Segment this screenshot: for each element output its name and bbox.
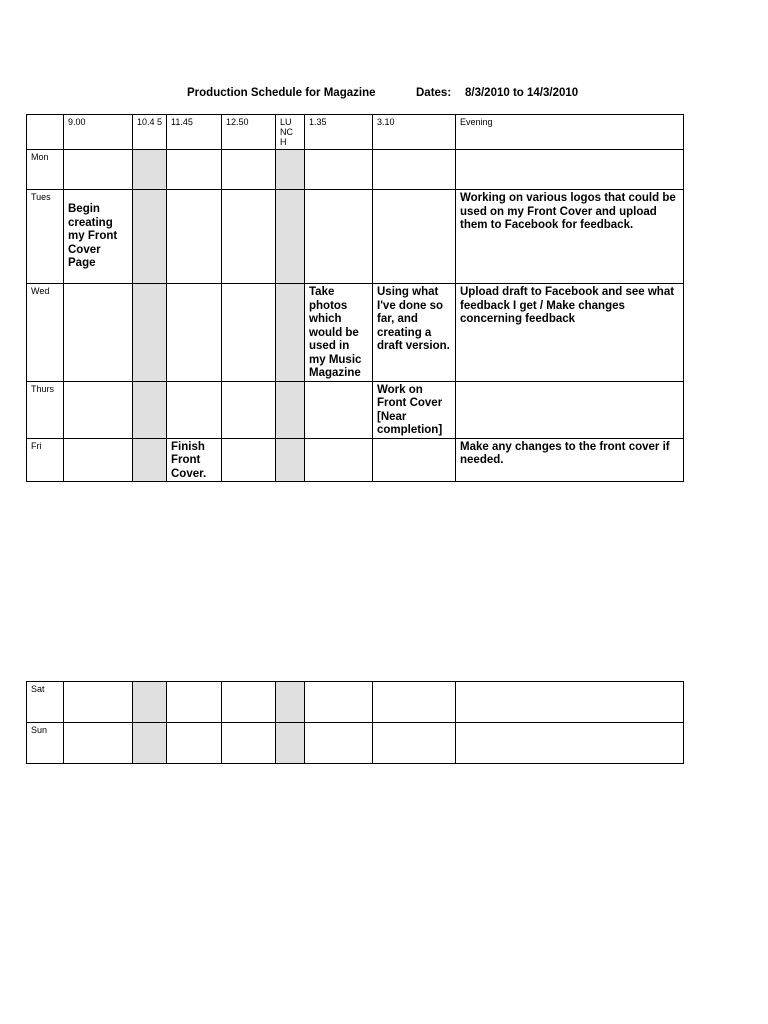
table-row bbox=[27, 682, 684, 723]
weekend-table bbox=[26, 681, 684, 764]
schedule-title bbox=[187, 87, 607, 103]
schedule-cell bbox=[133, 284, 167, 382]
schedule-cell: Take photos which would be used in my Music Magazine bbox=[305, 284, 373, 382]
schedule-cell bbox=[456, 682, 684, 723]
schedule-cell: Finish Front Cover. bbox=[167, 438, 222, 482]
schedule-cell bbox=[167, 284, 222, 382]
schedule-cell bbox=[456, 150, 684, 190]
day-label: Tues bbox=[27, 190, 64, 284]
schedule-cell bbox=[167, 723, 222, 764]
corner-cell bbox=[27, 115, 64, 150]
schedule-cell bbox=[133, 190, 167, 284]
column-header: 1.35 bbox=[305, 115, 373, 150]
schedule-cell bbox=[456, 381, 684, 438]
table-row bbox=[27, 284, 684, 382]
schedule-cell bbox=[133, 150, 167, 190]
schedule-cell bbox=[305, 438, 373, 482]
schedule-cell bbox=[222, 190, 276, 284]
schedule-cell bbox=[305, 381, 373, 438]
schedule-cell bbox=[133, 723, 167, 764]
schedule-cell bbox=[305, 190, 373, 284]
schedule-cell bbox=[373, 190, 456, 284]
day-label: Thurs bbox=[27, 381, 64, 438]
schedule-cell bbox=[133, 438, 167, 482]
table-row bbox=[27, 723, 684, 764]
schedule-cell bbox=[456, 723, 684, 764]
schedule-cell bbox=[133, 682, 167, 723]
schedule-cell bbox=[222, 381, 276, 438]
day-label: Wed bbox=[27, 284, 64, 382]
day-label: Sun bbox=[27, 723, 64, 764]
schedule-cell bbox=[222, 723, 276, 764]
schedule-cell bbox=[373, 723, 456, 764]
schedule-cell bbox=[167, 150, 222, 190]
schedule-cell bbox=[167, 682, 222, 723]
column-header: 10.4 5 bbox=[133, 115, 167, 150]
column-header: 3.10 bbox=[373, 115, 456, 150]
schedule-cell bbox=[276, 284, 305, 382]
title-text: Production Schedule for Magazine bbox=[187, 87, 376, 99]
schedule-cell bbox=[373, 150, 456, 190]
schedule-cell bbox=[305, 682, 373, 723]
schedule-cell: Work on Front Cover [Near completion] bbox=[373, 381, 456, 438]
schedule-cell bbox=[276, 723, 305, 764]
schedule-cell bbox=[64, 381, 133, 438]
schedule-cell bbox=[276, 150, 305, 190]
schedule-cell bbox=[64, 438, 133, 482]
schedule-cell: Upload draft to Facebook and see what feedback I get / Make changes concerning feedback bbox=[456, 284, 684, 382]
header-row bbox=[27, 115, 684, 150]
table-row bbox=[27, 381, 684, 438]
schedule-cell bbox=[222, 438, 276, 482]
column-header: 11.45 bbox=[167, 115, 222, 150]
schedule-cell bbox=[276, 190, 305, 284]
schedule-cell bbox=[64, 284, 133, 382]
schedule-cell: Make any changes to the front cover if needed. bbox=[456, 438, 684, 482]
schedule-cell: Using what I've done so far, and creating a draft version. bbox=[373, 284, 456, 382]
dates-value: 8/3/2010 to 14/3/2010 bbox=[465, 87, 579, 99]
dates-label: Dates: bbox=[416, 87, 452, 99]
schedule-cell bbox=[305, 723, 373, 764]
schedule-cell bbox=[167, 381, 222, 438]
schedule-cell bbox=[64, 723, 133, 764]
schedule-cell bbox=[64, 682, 133, 723]
table-row bbox=[27, 190, 684, 284]
day-label: Sat bbox=[27, 682, 64, 723]
table-row bbox=[27, 438, 684, 482]
column-header: 12.50 bbox=[222, 115, 276, 150]
schedule-cell: Begin creating my Front Cover Page bbox=[64, 190, 133, 284]
schedule-cell bbox=[276, 381, 305, 438]
schedule-cell bbox=[305, 150, 373, 190]
schedule-cell bbox=[276, 438, 305, 482]
column-header-lunch: LU NC H bbox=[276, 115, 305, 150]
schedule-cell bbox=[133, 381, 167, 438]
schedule-cell bbox=[222, 284, 276, 382]
schedule-cell bbox=[222, 150, 276, 190]
schedule-cell: Working on various logos that could be used on my Front Cover and upload them to Facebook for feedback. bbox=[456, 190, 684, 284]
schedule-table bbox=[26, 114, 684, 482]
day-label: Fri bbox=[27, 438, 64, 482]
schedule-cell bbox=[373, 438, 456, 482]
schedule-cell bbox=[222, 682, 276, 723]
day-label: Mon bbox=[27, 150, 64, 190]
schedule-cell bbox=[167, 190, 222, 284]
column-header-evening: Evening bbox=[456, 115, 684, 150]
table-row bbox=[27, 150, 684, 190]
schedule-cell bbox=[276, 682, 305, 723]
schedule-cell bbox=[373, 682, 456, 723]
schedule-cell bbox=[64, 150, 133, 190]
column-header: 9.00 bbox=[64, 115, 133, 150]
